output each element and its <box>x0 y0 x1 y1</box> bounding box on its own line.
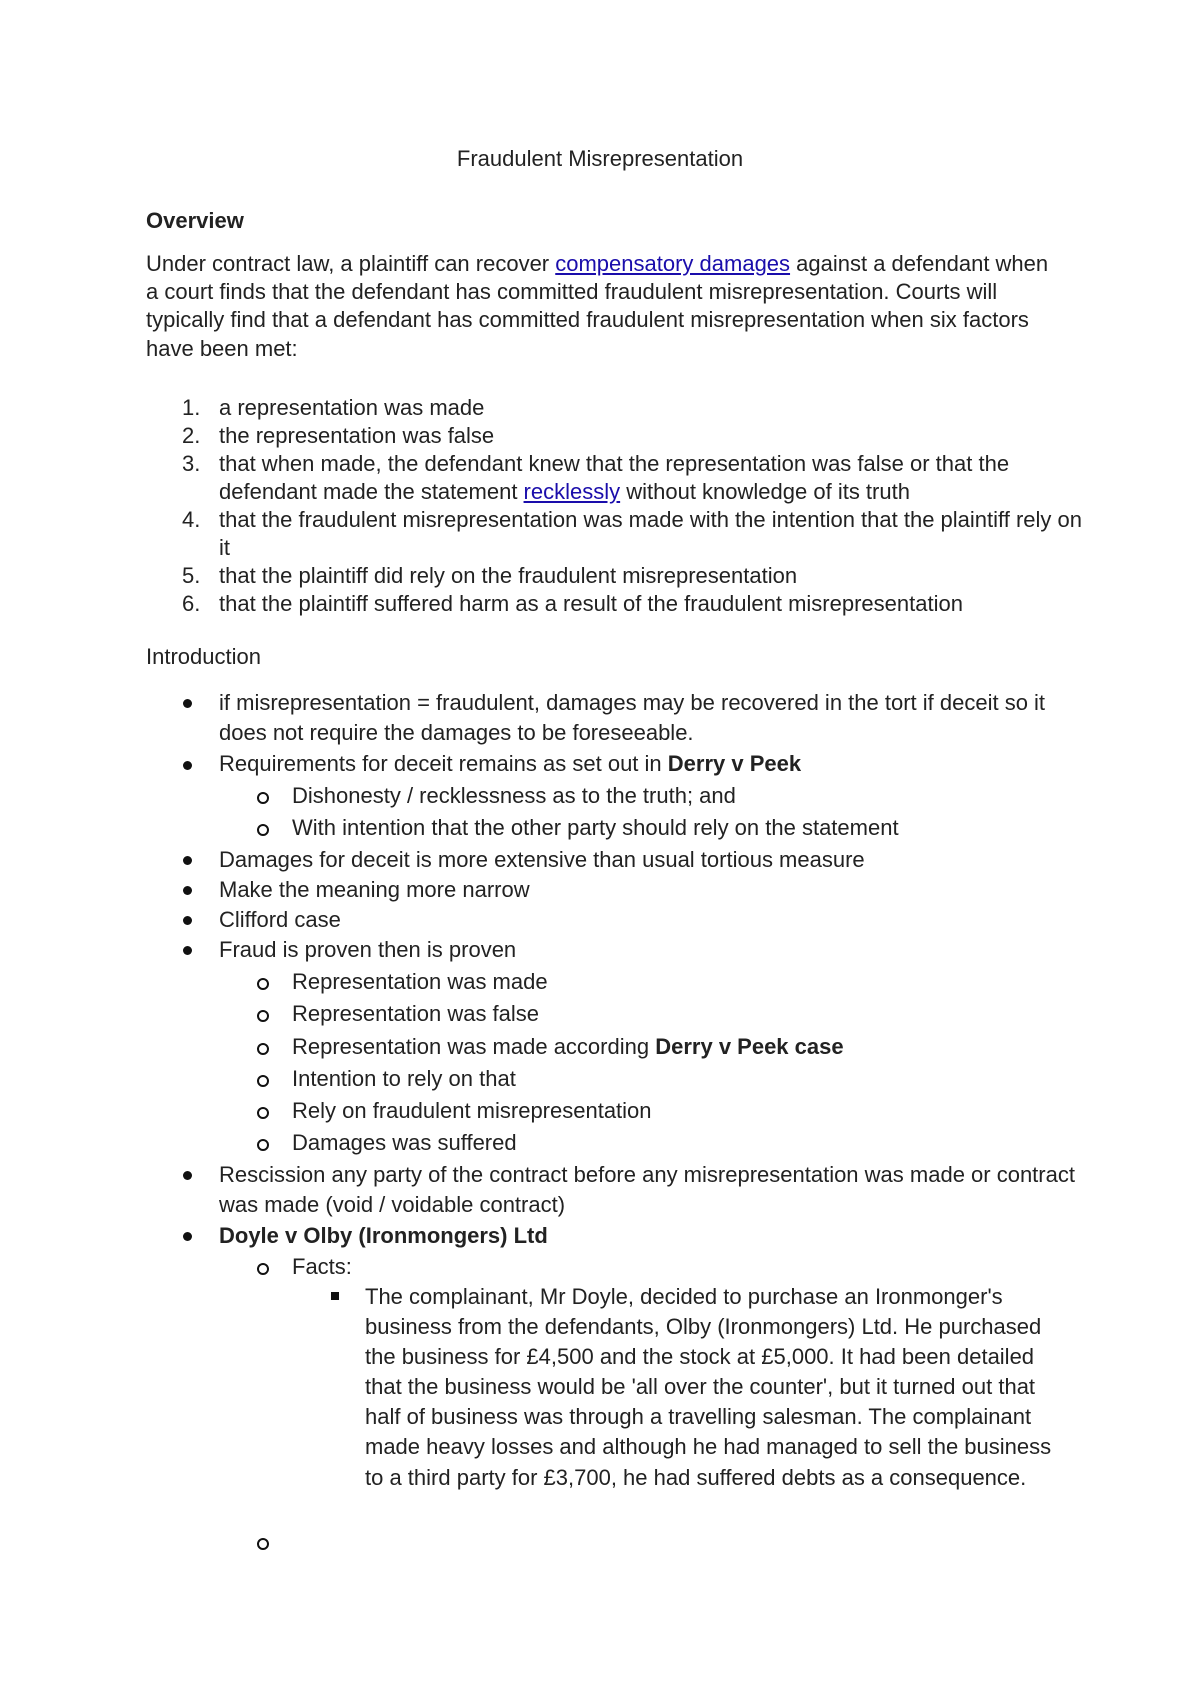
facts-paragraph: The complainant, Mr Doyle, decided to purchase an Ironmonger's business from the defendants, Olby (Ironmongers) Ltd. He purchased the business for £4,500 and the stock at £5,000. It had been detailed that the business would be 'all over the counter', but it turned out that half of business was through a travelling salesman. The complainant made heavy losses and although he had managed to sell the business to a third party for £3,700, he had suffered debts as a consequence. <box>365 1284 1052 1490</box>
page-title: Fraudulent Misrepresentation <box>456 146 744 171</box>
sub-bullet-icon <box>257 1139 269 1151</box>
sub-bullet-icon <box>257 1107 269 1119</box>
case-name: Derry v Peek case <box>655 1034 844 1059</box>
case-name: Derry v Peek <box>667 751 802 776</box>
factor-item: that the plaintiff did rely on the fraudulent misrepresentation <box>219 563 798 588</box>
factor-item: the representation was false <box>219 423 495 448</box>
bullet-icon <box>183 699 192 708</box>
sub-bullet-icon <box>257 1075 269 1087</box>
factor-number: 3. <box>182 451 201 476</box>
sub-bullet-icon <box>257 824 269 836</box>
bullet-icon <box>183 916 192 925</box>
bullet-icon <box>183 761 192 770</box>
sub-bullet-icon <box>257 978 269 990</box>
bullet-icon <box>183 886 192 895</box>
factor-number: 6. <box>182 591 201 616</box>
recklessly-link[interactable]: recklessly <box>523 479 621 505</box>
sub-list-item: Damages was suffered <box>292 1130 517 1155</box>
sub-list-item: Representation was made <box>292 969 548 994</box>
factor-item <box>219 450 1089 506</box>
bullet-icon <box>183 946 192 955</box>
factor-item: that the fraudulent misrepresentation was made with the intention that the plaintiff rely on it <box>219 507 1082 561</box>
bullet-icon <box>183 856 192 865</box>
factor-item: a representation was made <box>219 395 485 420</box>
sub-list-item: With intention that the other party should rely on the statement <box>292 815 899 840</box>
sub-bullet-icon <box>257 1010 269 1022</box>
factor-number: 5. <box>182 563 201 588</box>
overview-paragraph <box>146 250 1066 363</box>
sub-bullet-icon <box>257 1043 269 1055</box>
sub-list-item: Rely on fraudulent misrepresentation <box>292 1098 652 1123</box>
sub-bullet-icon <box>257 1538 269 1550</box>
sub-list-item: Dishonesty / recklessness as to the truth; and <box>292 783 736 808</box>
list-item <box>219 749 1089 779</box>
case-heading: Doyle v Olby (Ironmongers) Ltd <box>219 1223 548 1248</box>
bullet-icon <box>183 1171 192 1180</box>
list-item: Rescission any party of the contract before any misrepresentation was made or contract was made (void / voidable contract) <box>219 1162 1075 1217</box>
factor-text-before-link: that when made, the defendant knew that the representation was false or that the defendant made the statement <box>219 451 1010 505</box>
sub-list-item <box>292 1032 1092 1062</box>
sub-bullet-icon <box>257 1263 269 1275</box>
overview-text-after-link: against a defendant when a court finds that the defendant has committed fraudulent misrepresentation. Courts will typically find that a defendant has committed fraudulent misrepresentation when six factors have been met: <box>146 251 1049 361</box>
list-item: if misrepresentation = fraudulent, damages may be recovered in the tort if deceit so it does not require the damages to be foreseeable. <box>219 690 1046 745</box>
square-bullet-icon <box>331 1292 339 1300</box>
factor-number: 2. <box>182 423 201 448</box>
list-item: Make the meaning more narrow <box>219 877 530 902</box>
sub-bullet-icon <box>257 792 269 804</box>
sub-list-item: Representation was false <box>292 1001 540 1026</box>
factor-text-after-link: without knowledge of its truth <box>620 479 910 505</box>
bullet-icon <box>183 1232 192 1241</box>
introduction-heading: Introduction <box>146 644 261 669</box>
sub-list-item: Facts: <box>292 1254 352 1279</box>
factor-number: 4. <box>182 507 201 532</box>
overview-heading: Overview <box>146 208 244 233</box>
list-item-text: Requirements for deceit remains as set out in <box>219 751 668 776</box>
compensatory-damages-link[interactable]: compensatory damages <box>555 251 791 276</box>
overview-text-before-link: Under contract law, a plaintiff can recover <box>146 251 556 276</box>
list-item: Clifford case <box>219 907 341 932</box>
sub-list-item: Intention to rely on that <box>292 1066 516 1091</box>
factor-item: that the plaintiff suffered harm as a result of the fraudulent misrepresentation <box>219 591 963 616</box>
sub-list-item-text: Representation was made according <box>292 1034 656 1059</box>
list-item: Damages for deceit is more extensive than usual tortious measure <box>219 847 865 872</box>
list-item: Fraud is proven then is proven <box>219 937 517 962</box>
factor-number: 1. <box>182 395 201 420</box>
